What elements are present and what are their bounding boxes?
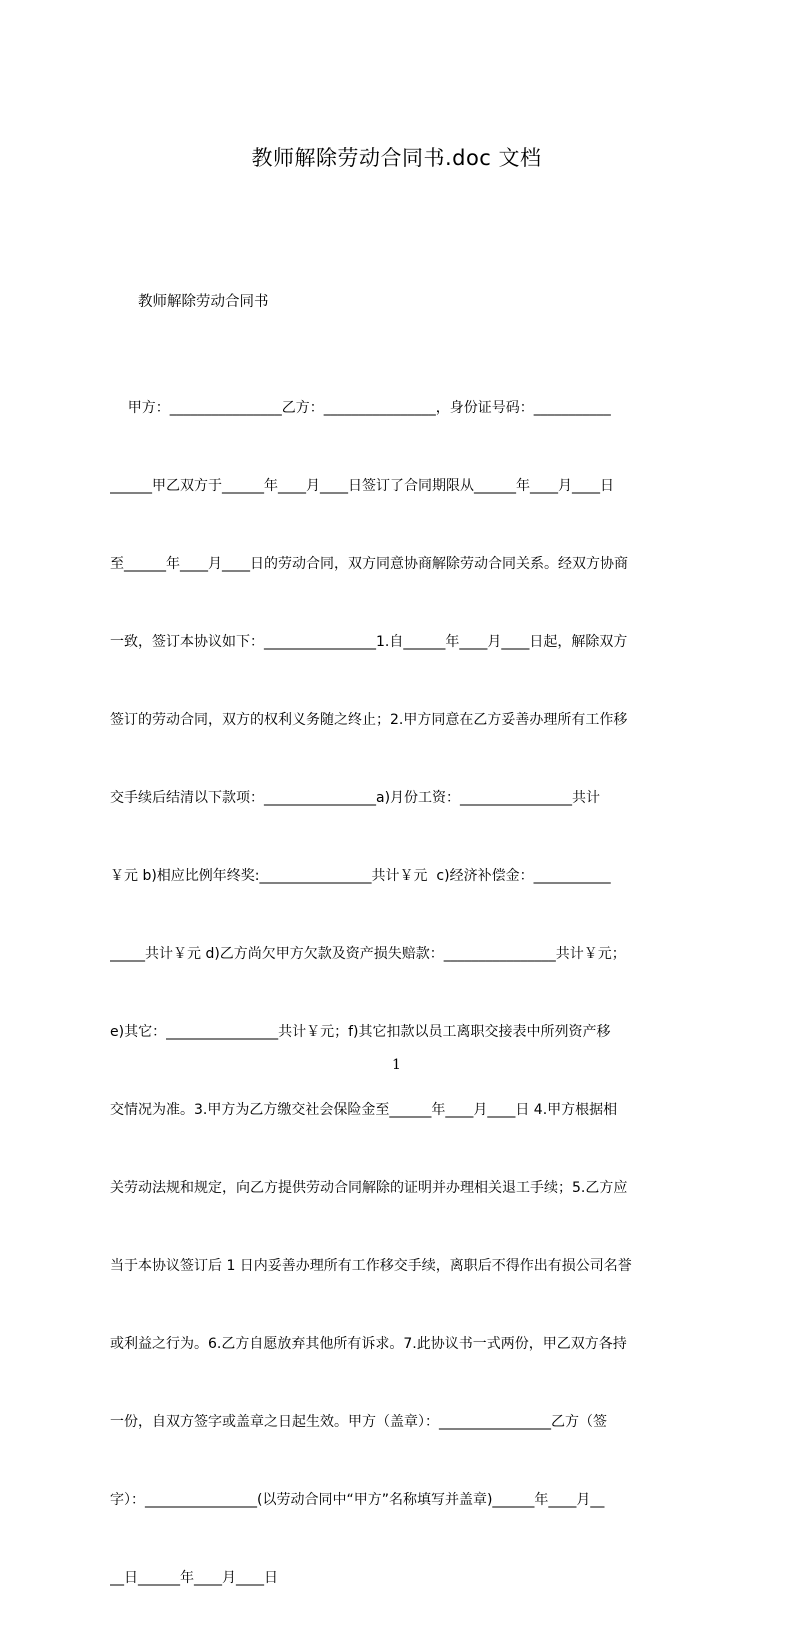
body-line: 或利益之行为。6.乙方自愿放弃其他所有诉求。7.此协议书一式两份，甲乙双方各持 [110,1336,627,1352]
body-line: __日______年____月____日 [110,1570,278,1586]
body-line: 当于本协议签订后 1 日内妥善办理所有工作移交手续，离职后不得作出有损公司名誉 [110,1258,632,1274]
body-line: 关劳动法规和规定，向乙方提供劳动合同解除的证明并办理相关退工手续；5.乙方应 [110,1180,628,1196]
body-line: 字）：________________(以劳动合同中“甲方”名称填写并盖章)______年____月__ [110,1492,605,1508]
body-line: 一份，自双方签字或盖章之日起生效。甲方（盖章）：________________乙方（签 [110,1414,607,1430]
body-line: ______甲乙双方于______年____月____日签订了合同期限从______年____月____日 [110,478,614,494]
body-line: _____共计￥元 d)乙方尚欠甲方欠款及资产损失赔款：________________共计￥元； [110,946,626,962]
contract-heading: 教师解除劳动合同书 [138,294,269,310]
body-line: 至______年____月____日的劳动合同，双方同意协商解除劳动合同关系。经双方协商 [110,556,628,572]
document-title: 教师解除劳动合同书.doc 文档 [251,146,542,170]
body-line: ￥元 b)相应比例年终奖:________________共计￥元 c)经济补偿金：___________ [110,868,611,884]
body-line: 一致，签订本协议如下：________________1.自______年____月____日起，解除双方 [110,634,628,650]
body-line: 甲方：________________乙方：________________，身份证号码：___________ [110,400,611,416]
body-line: 签订的劳动合同，双方的权利义务随之终止；2.甲方同意在乙方妥善办理所有工作移 [110,712,628,728]
body-line: 交情况为准。3.甲方为乙方缴交社会保险金至______年____月____日 4.甲方根据相 [110,1102,618,1118]
body-line: 交手续后结清以下款项：________________a)月份工资：________________共计 [110,790,601,806]
contract-body [110,343,702,1643]
body-line: e)其它：________________共计￥元；f)其它扣款以员工离职交接表中所列资产移 [110,1024,611,1040]
page-number: 1 [392,1057,401,1073]
